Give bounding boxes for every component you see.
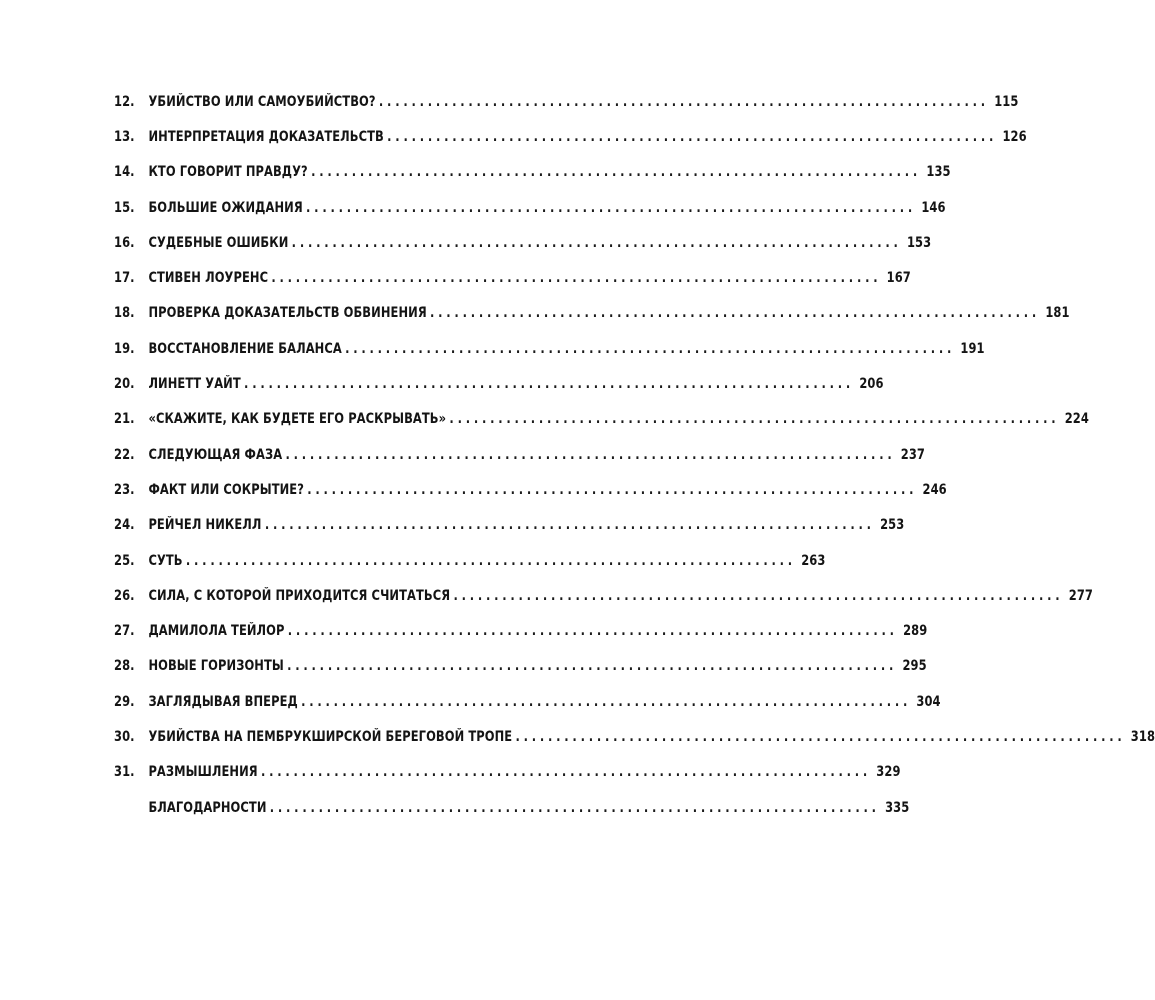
- chapter-title: ВОССТАНОВЛЕНИЕ БАЛАНСА: [148, 340, 342, 357]
- chapter-number: 29.: [114, 693, 135, 710]
- page-number: 181: [1045, 305, 1070, 322]
- chapter-title: КТО ГОВОРИТ ПРАВДУ?: [148, 164, 308, 181]
- dot-leader: ...........................................................................: [430, 305, 1041, 322]
- toc-entry[interactable]: [114, 84, 1019, 119]
- chapter-number: 17.: [114, 270, 135, 287]
- page-number: 289: [903, 623, 928, 640]
- dot-leader: ...........................................................................: [307, 481, 918, 498]
- chapter-title: ПРОВЕРКА ДОКАЗАТЕЛЬСТВ ОБВИНЕНИЯ: [148, 305, 427, 322]
- chapter-number: 14.: [114, 164, 135, 181]
- chapter-number: 22.: [114, 446, 135, 463]
- toc-entry[interactable]: [114, 296, 1070, 331]
- toc-entry[interactable]: [114, 437, 925, 472]
- page-number: 295: [902, 658, 927, 675]
- chapter-title: СУТЬ: [148, 552, 183, 569]
- chapter-number: 24.: [114, 517, 135, 534]
- dot-leader: ...........................................................................: [269, 799, 880, 816]
- chapter-title: ЗАГЛЯДЫВАЯ ВПЕРЕД: [148, 693, 298, 710]
- page-number: 237: [900, 446, 925, 463]
- toc-entry[interactable]: [114, 366, 884, 401]
- toc-entry[interactable]: [114, 543, 826, 578]
- toc-entry[interactable]: [114, 613, 928, 648]
- chapter-number: 30.: [114, 728, 135, 745]
- chapter-number: 23.: [114, 481, 135, 498]
- page-number: 335: [885, 799, 910, 816]
- toc-entry[interactable]: [114, 225, 932, 260]
- dot-leader: ...........................................................................: [264, 517, 875, 534]
- page-number: 146: [921, 199, 946, 216]
- dot-leader: ...........................................................................: [287, 658, 898, 675]
- page-number: 246: [922, 481, 947, 498]
- chapter-title: ДАМИЛОЛА ТЕЙЛОР: [148, 623, 285, 640]
- chapter-title: БОЛЬШИЕ ОЖИДАНИЯ: [148, 199, 303, 216]
- chapter-number: 27.: [114, 623, 135, 640]
- toc-entry[interactable]: [114, 190, 946, 225]
- chapter-number: 31.: [114, 764, 135, 781]
- dot-leader: ...........................................................................: [306, 199, 917, 216]
- page-number: 115: [994, 93, 1019, 110]
- dot-leader: ...........................................................................: [311, 164, 922, 181]
- page-number: 126: [1002, 128, 1027, 145]
- chapter-title: РЕЙЧЕЛ НИКЕЛЛ: [148, 517, 262, 534]
- chapter-title: «СКАЖИТЕ, КАК БУДЕТЕ ЕГО РАСКРЫВАТЬ»: [148, 411, 447, 428]
- toc-entry[interactable]: [114, 260, 911, 295]
- chapter-number: 26.: [114, 587, 135, 604]
- page-number: 167: [886, 270, 911, 287]
- chapter-number: 13.: [114, 128, 135, 145]
- chapter-number: 16.: [114, 234, 135, 251]
- chapter-title: БЛАГОДАРНОСТИ: [148, 799, 267, 816]
- toc-entry[interactable]: [114, 402, 1089, 437]
- chapter-title: УБИЙСТВА НА ПЕМБРУКШИРСКОЙ БЕРЕГОВОЙ ТРОПЕ: [148, 728, 513, 745]
- dot-leader: ...........................................................................: [387, 128, 998, 145]
- page-number: 304: [916, 693, 941, 710]
- dot-leader: ...........................................................................: [261, 764, 872, 781]
- chapter-title: СТИВЕН ЛОУРЕНС: [148, 270, 269, 287]
- toc-entry[interactable]: [114, 508, 905, 543]
- dot-leader: ...........................................................................: [291, 234, 902, 251]
- chapter-number: 19.: [114, 340, 135, 357]
- chapter-title: ИНТЕРПРЕТАЦИЯ ДОКАЗАТЕЛЬСТВ: [148, 128, 384, 145]
- page-number: 153: [906, 234, 932, 251]
- chapter-number: 15.: [114, 199, 135, 216]
- page-number: 224: [1064, 411, 1089, 428]
- page-number: 277: [1068, 587, 1093, 604]
- toc-entry[interactable]: [114, 578, 1093, 613]
- chapter-title: СУДЕБНЫЕ ОШИБКИ: [148, 234, 289, 251]
- chapter-title: ФАКТ ИЛИ СОКРЫТИЕ?: [148, 481, 304, 498]
- toc-entry[interactable]: [114, 119, 1027, 154]
- chapter-title: СИЛА, С КОТОРОЙ ПРИХОДИТСЯ СЧИТАТЬСЯ: [148, 587, 451, 604]
- toc-entry[interactable]: [114, 790, 910, 825]
- chapter-number: 25.: [114, 552, 135, 569]
- dot-leader: ...........................................................................: [244, 376, 855, 393]
- chapter-number: 18.: [114, 305, 135, 322]
- toc-entry[interactable]: [114, 331, 985, 366]
- dot-leader: ...........................................................................: [185, 552, 796, 569]
- toc-entry[interactable]: [114, 472, 947, 507]
- toc-entry[interactable]: [114, 755, 901, 790]
- chapter-title: РАЗМЫШЛЕНИЯ: [148, 764, 258, 781]
- table-of-contents: [114, 84, 1155, 825]
- page-number: 206: [859, 376, 884, 393]
- dot-leader: ...........................................................................: [515, 728, 1126, 745]
- chapter-number: 28.: [114, 658, 135, 675]
- page-number: 329: [876, 764, 901, 781]
- toc-entry[interactable]: [114, 649, 927, 684]
- toc-entry[interactable]: [114, 684, 941, 719]
- toc-entry[interactable]: [114, 719, 1155, 754]
- dot-leader: ...........................................................................: [345, 340, 956, 357]
- chapter-title: НОВЫЕ ГОРИЗОНТЫ: [148, 658, 284, 675]
- toc-entry[interactable]: [114, 155, 951, 190]
- dot-leader: ...........................................................................: [287, 623, 898, 640]
- page-number: 263: [801, 552, 826, 569]
- page-number: 191: [960, 340, 985, 357]
- chapter-number: 12.: [114, 93, 135, 110]
- dot-leader: ...........................................................................: [378, 93, 989, 110]
- dot-leader: ...........................................................................: [449, 411, 1060, 428]
- dot-leader: ...........................................................................: [285, 446, 896, 463]
- page-number: 318: [1130, 728, 1155, 745]
- chapter-number: 21.: [114, 411, 135, 428]
- chapter-title: ЛИНЕТТ УАЙТ: [148, 376, 241, 393]
- page-number: 135: [926, 164, 951, 181]
- chapter-number: 20.: [114, 376, 135, 393]
- chapter-title: СЛЕДУЮЩАЯ ФАЗА: [148, 446, 283, 463]
- page-number: 253: [880, 517, 905, 534]
- chapter-title: УБИЙСТВО ИЛИ САМОУБИЙСТВО?: [148, 93, 376, 110]
- dot-leader: ...........................................................................: [301, 693, 912, 710]
- dot-leader: ...........................................................................: [453, 587, 1064, 604]
- dot-leader: ...........................................................................: [271, 270, 882, 287]
